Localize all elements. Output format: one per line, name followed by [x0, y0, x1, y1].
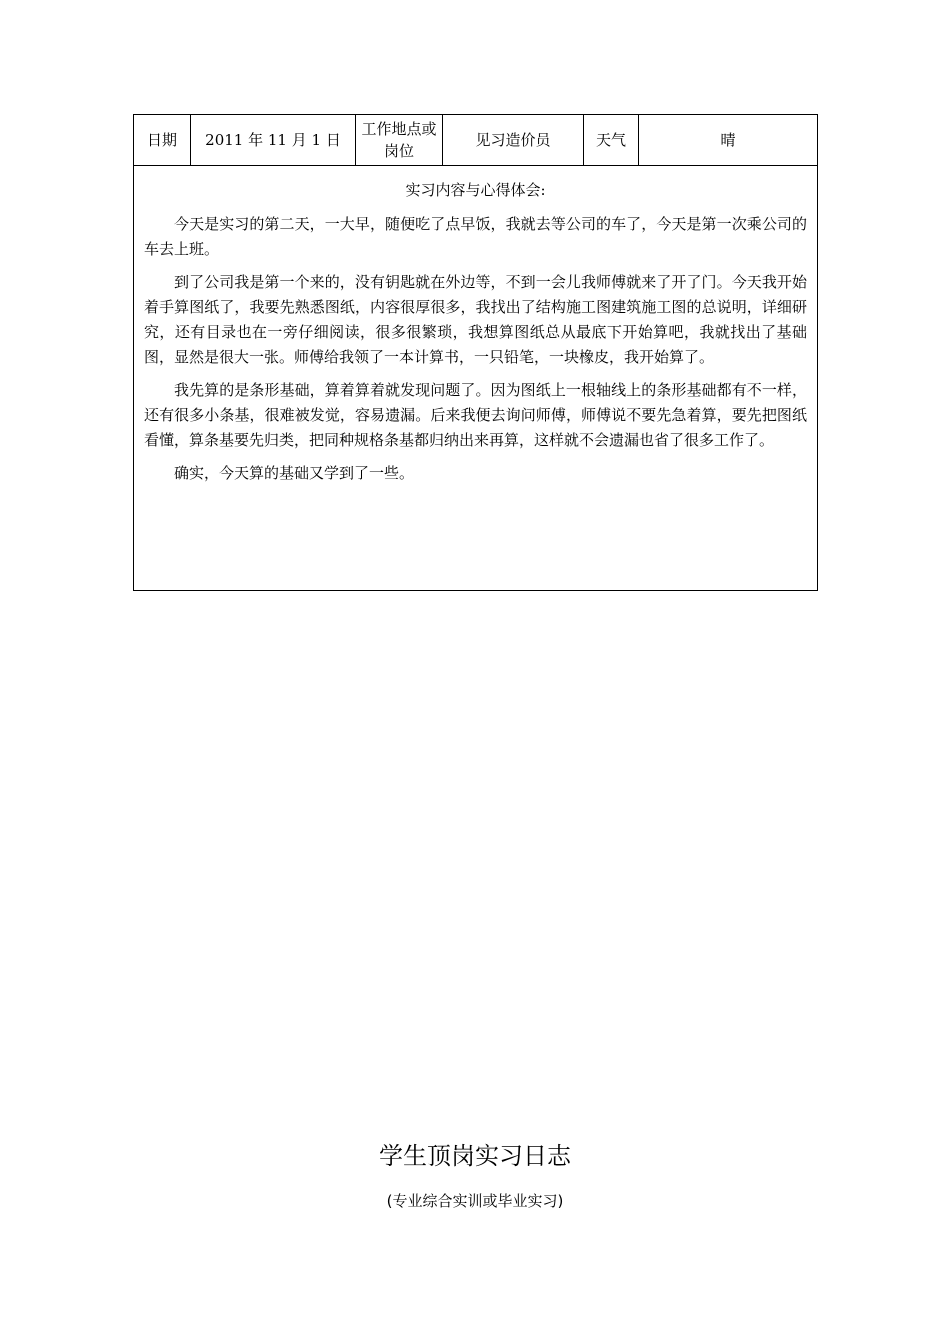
content-paragraph: 今天是实习的第二天，一大早，随便吃了点早饭，我就去等公司的车了，今天是第一次乘公司的车去上班。: [144, 215, 807, 258]
log-title: 学生顶岗实习日志: [379, 1142, 571, 1170]
date-label: 日期: [134, 115, 191, 166]
location-value: 见习造价员: [443, 115, 584, 166]
log-header-row: [134, 115, 818, 166]
weather-value: 晴: [639, 115, 818, 166]
content-heading: 实习内容与心得体会:: [405, 181, 546, 199]
weather-label: 天气: [584, 115, 639, 166]
internship-log-table: [133, 114, 818, 591]
date-value: 2011 年 11 月 1 日: [191, 115, 356, 166]
log-subtitle: (专业综合实训或毕业实习): [386, 1192, 564, 1210]
location-label: 工作地点或岗位: [356, 115, 443, 166]
log-content-cell: [134, 166, 818, 591]
content-paragraph: 确实，今天算的基础又学到了一些。: [174, 464, 415, 482]
content-paragraph: 我先算的是条形基础，算着算着就发现问题了。因为图纸上一根轴线上的条形基础都有不一样，还有很多小条基，很难被发觉，容易遗漏。后来我便去询问师傅，师傅说不要先急着算，要先把图纸看懂，算条基要先归类，把同种规格条基都归纳出来再算，这样就不会遗漏也省了很多工作了。: [144, 381, 807, 449]
content-paragraph: 到了公司我是第一个来的，没有钥匙就在外边等，不到一会儿我师傅就来了开了门。今天我开始着手算图纸了，我要先熟悉图纸，内容很厚很多，我找出了结构施工图建筑施工图的总说明，详细研究，还有目录也在一旁仔细阅读，很多很繁琐，我想算图纸总从最底下开始算吧，我就找出了基础图，显然是很大一张。师傅给我领了一本计算书，一只铅笔，一块橡皮，我开始算了。: [144, 273, 807, 366]
log-content-row: [134, 166, 818, 591]
